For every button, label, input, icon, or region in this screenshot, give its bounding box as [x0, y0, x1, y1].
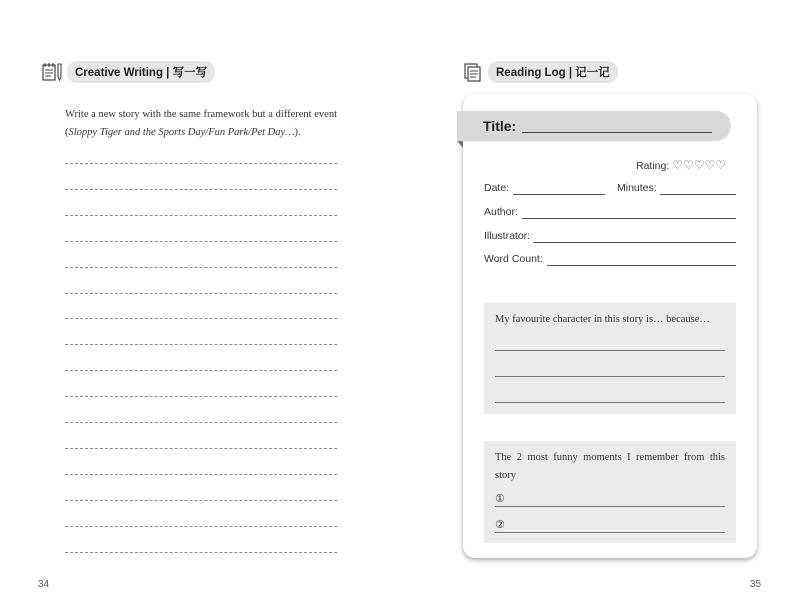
prompt-text: Write a new story with the same framework but a different event ( [65, 109, 337, 138]
favourite-line-3[interactable] [495, 402, 725, 403]
title-bar-fold [457, 141, 463, 148]
author-blank[interactable] [522, 218, 736, 219]
writing-line[interactable] [65, 552, 337, 553]
writing-line[interactable] [65, 344, 337, 345]
rating-field [636, 158, 726, 172]
date-label: Date: [484, 182, 510, 194]
writing-line[interactable] [65, 370, 337, 371]
writing-line[interactable] [65, 318, 337, 319]
rating-label: Rating: [636, 160, 670, 172]
favourite-line-1[interactable] [495, 350, 725, 351]
writing-line[interactable] [65, 396, 337, 397]
favourite-line-2[interactable] [495, 376, 725, 377]
writing-line[interactable] [65, 215, 337, 216]
favourite-character-prompt: My favourite character in this story is… because… [495, 314, 710, 325]
illustrator-label: Illustrator: [484, 230, 531, 242]
writing-line[interactable] [65, 422, 337, 423]
writing-line[interactable] [65, 526, 337, 527]
writing-line[interactable] [65, 189, 337, 190]
creative-writing-label: Creative Writing | 写一写 [67, 61, 215, 83]
writing-line[interactable] [65, 500, 337, 501]
title-blank[interactable] [522, 120, 712, 133]
funny-line-2[interactable] [495, 532, 725, 533]
writing-line[interactable] [65, 241, 337, 242]
illustrator-blank[interactable] [533, 242, 736, 243]
minutes-blank[interactable] [660, 194, 736, 195]
writing-line[interactable] [65, 267, 337, 268]
writing-line[interactable] [65, 474, 337, 475]
title-bar [457, 111, 731, 141]
date-blank[interactable] [513, 194, 605, 195]
word-count-label: Word Count: [484, 253, 543, 265]
prompt-italic-text: Sloppy Tiger and the Sports Day/Fun Park/Pet Day… [68, 127, 295, 138]
author-label: Author: [484, 206, 518, 218]
item-1-marker: ① [495, 492, 505, 505]
writing-line[interactable] [65, 163, 337, 164]
creative-writing-header [41, 61, 215, 83]
page-number-right: 35 [750, 579, 762, 590]
reading-log-header [462, 61, 618, 83]
minutes-label: Minutes: [617, 182, 657, 194]
funny-line-1[interactable] [495, 506, 725, 507]
writing-line[interactable] [65, 293, 337, 294]
page-number-left: 34 [38, 579, 50, 590]
heart-rating-icons[interactable]: ♡♡♡♡♡ [672, 158, 726, 172]
item-2-marker: ② [495, 518, 505, 531]
reading-log-label: Reading Log | 记一记 [488, 61, 618, 83]
word-count-blank[interactable] [547, 265, 736, 266]
title-label: Title: [483, 118, 517, 134]
funny-moments-prompt: The 2 most funny moments I remember from this story [495, 452, 725, 481]
book-icon [462, 61, 484, 83]
writing-line[interactable] [65, 448, 337, 449]
writing-prompt [65, 106, 337, 142]
prompt-end-text: ). [294, 127, 301, 138]
notepad-pencil-icon [41, 61, 63, 83]
